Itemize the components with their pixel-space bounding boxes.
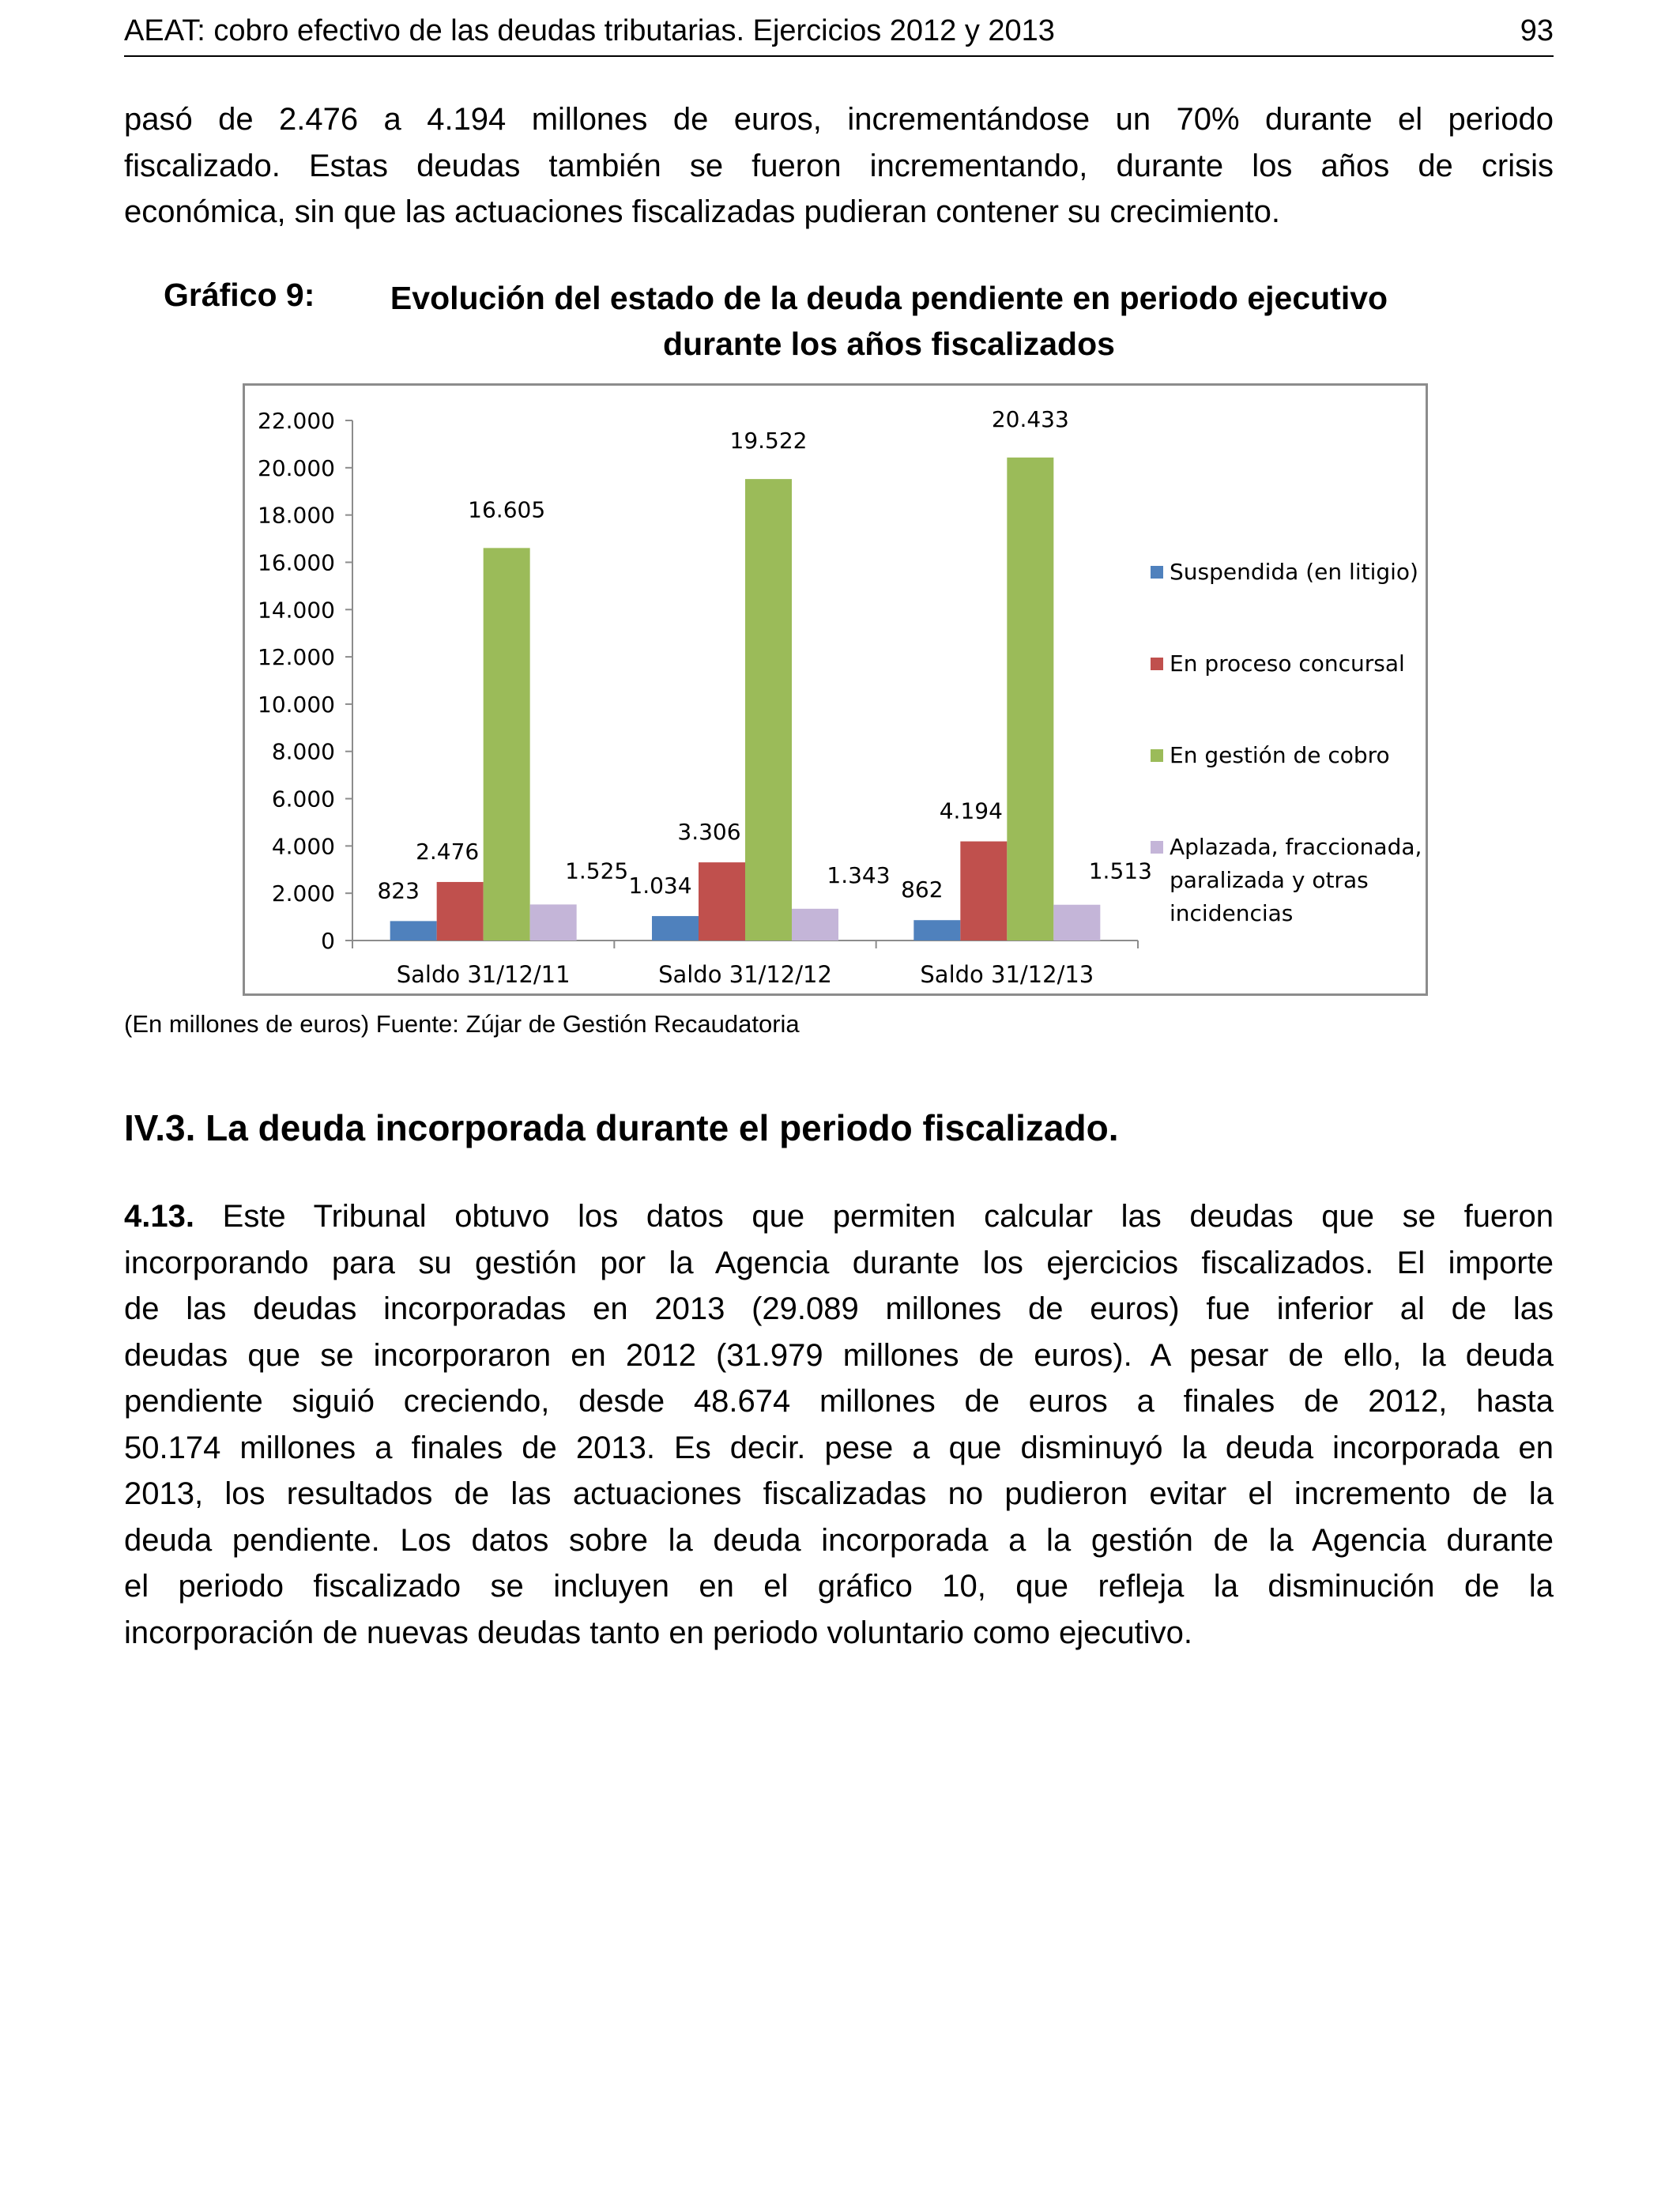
bar	[484, 548, 530, 941]
paragraph-number: 4.13.	[124, 1199, 194, 1234]
chart-frame	[243, 383, 1428, 996]
data-label: 19.522	[729, 428, 808, 454]
legend-label: Suspendida (en litigio)	[1170, 559, 1418, 585]
header-divider	[124, 55, 1554, 57]
legend-label: paralizada y otras	[1170, 867, 1369, 893]
bar	[792, 909, 838, 941]
section-heading: IV.3. La deuda incorporada durante el periodo fiscalizado.	[124, 1107, 1119, 1148]
y-tick-label: 4.000	[271, 833, 335, 860]
y-tick-label: 20.000	[258, 454, 335, 481]
data-label: 1.034	[628, 873, 692, 899]
bar	[652, 916, 699, 941]
page-number: 93	[1520, 14, 1554, 47]
intro-line: pasó de 2.476 a 4.194 millones de euros, incrementándose un 70% durante el periodo	[124, 102, 1554, 137]
data-label: 20.433	[991, 405, 1069, 432]
legend-label: En proceso concursal	[1170, 650, 1405, 677]
bar	[1053, 905, 1100, 941]
data-label: 823	[377, 877, 420, 904]
intro-paragraph	[124, 96, 1554, 236]
paragraph-line: deudas que se incorporaron en 2012 (31.979 millones de euros). A pesar de ello, la deuda	[124, 1337, 1554, 1373]
legend-swatch	[1151, 566, 1163, 579]
legend-swatch	[1151, 658, 1163, 670]
bar	[390, 921, 437, 941]
legend-swatch	[1151, 841, 1163, 854]
paragraph-line: de las deudas incorporadas en 2013 (29.089 millones de euros) fue inferior al de las	[124, 1291, 1554, 1326]
running-header-title: AEAT: cobro efectivo de las deudas tributarias. Ejercicios 2012 y 2013	[124, 14, 1055, 47]
figure-source-note: (En millones de euros) Fuente: Zújar de Gestión Recaudatoria	[124, 1010, 800, 1038]
figure-title	[363, 275, 1414, 367]
y-tick-label: 0	[321, 928, 335, 954]
paragraph-line	[124, 1193, 1554, 1240]
paragraph-line: incorporando para su gestión por la Agencia durante los ejercicios fiscalizados. El importe	[124, 1245, 1554, 1280]
intro-line: fiscalizado. Estas deudas también se fueron incrementando, durante los años de crisis	[124, 148, 1554, 183]
bar-chart	[245, 386, 1426, 993]
x-category-label: Saldo 31/12/13	[920, 961, 1094, 988]
bar	[699, 862, 745, 941]
paragraph-line: pendiente siguió creciendo, desde 48.674 millones de euros a finales de 2012, hasta	[124, 1384, 1554, 1419]
y-tick-label: 6.000	[271, 786, 335, 812]
paragraph-line: deuda pendiente. Los datos sobre la deuda incorporada a la gestión de la Agencia durante	[124, 1522, 1554, 1558]
data-label: 3.306	[677, 819, 741, 846]
y-tick-label: 18.000	[258, 502, 335, 529]
data-label: 2.476	[416, 838, 480, 865]
y-tick-label: 10.000	[258, 691, 335, 718]
data-label: 16.605	[468, 496, 546, 523]
bar	[960, 842, 1007, 941]
paragraph-first-line-text: Este Tribunal obtuvo los datos que permiten calcular las deudas que se fueron	[222, 1199, 1554, 1234]
data-label: 1.513	[1088, 858, 1152, 884]
legend-label: Aplazada, fraccionada,	[1170, 834, 1422, 860]
legend-label: incidencias	[1170, 900, 1294, 926]
bar	[1007, 458, 1053, 941]
data-label: 1.343	[827, 861, 891, 888]
y-tick-label: 14.000	[258, 597, 335, 624]
x-category-label: Saldo 31/12/11	[396, 961, 571, 988]
y-tick-label: 2.000	[271, 880, 335, 907]
legend-swatch	[1151, 749, 1163, 762]
bar	[530, 904, 577, 941]
bar	[745, 479, 792, 941]
figure-title-line-2: durante los años fiscalizados	[663, 326, 1115, 362]
paragraph-line: 2013, los resultados de las actuaciones fiscalizadas no pudieron evitar el incremento de la	[124, 1476, 1554, 1511]
x-category-label: Saldo 31/12/12	[658, 961, 832, 988]
data-label: 862	[901, 876, 944, 903]
figure-label: Gráfico 9:	[164, 277, 315, 313]
data-label: 4.194	[939, 797, 1003, 824]
y-tick-label: 12.000	[258, 644, 335, 671]
bar	[437, 882, 484, 941]
paragraph-line: incorporación de nuevas deudas tanto en periodo voluntario como ejecutivo.	[124, 1615, 1192, 1650]
y-tick-label: 8.000	[271, 738, 335, 765]
legend-label: En gestión de cobro	[1170, 742, 1390, 768]
y-tick-label: 22.000	[258, 408, 335, 434]
bar	[913, 920, 960, 941]
data-label: 1.525	[565, 858, 629, 884]
paragraph-line: 50.174 millones a finales de 2013. Es decir. pese a que disminuyó la deuda incorporada en	[124, 1430, 1554, 1465]
intro-line: económica, sin que las actuaciones fiscalizadas pudieran contener su crecimiento.	[124, 194, 1281, 229]
paragraph-4-13	[124, 1193, 1554, 1656]
y-tick-label: 16.000	[258, 549, 335, 576]
figure-title-line-1: Evolución del estado de la deuda pendiente en periodo ejecutivo	[390, 280, 1388, 316]
paragraph-line: el periodo fiscalizado se incluyen en el gráfico 10, que refleja la disminución de la	[124, 1569, 1554, 1604]
